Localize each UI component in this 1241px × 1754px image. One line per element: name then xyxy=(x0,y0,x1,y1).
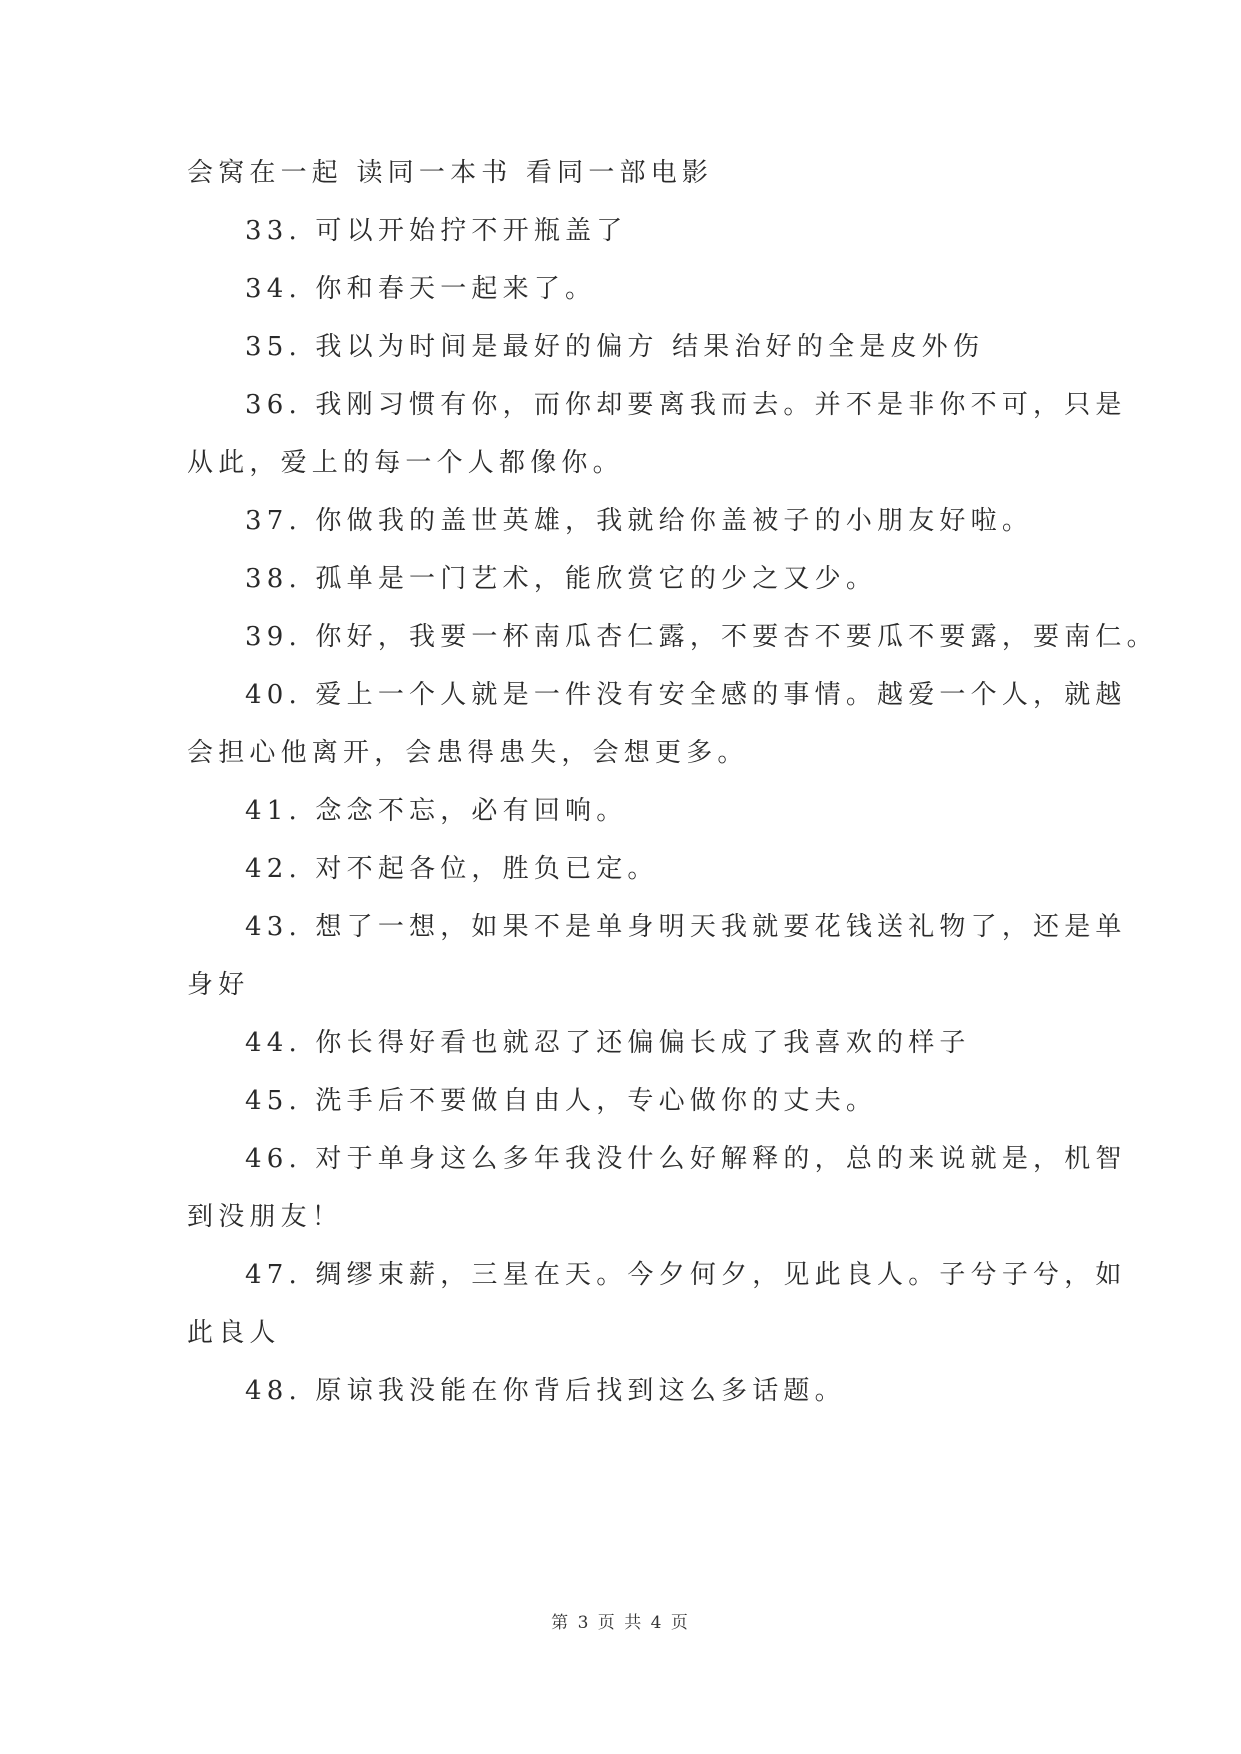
text-line: 34. 你和春天一起来了。 xyxy=(245,274,597,304)
text-line: 47. 绸缪束薪，三星在天。今夕何夕，见此良人。子兮子兮，如 xyxy=(245,1260,1127,1290)
text-line: 39. 你好，我要一杯南瓜杏仁露，不要杏不要瓜不要露，要南仁。 xyxy=(245,622,1158,652)
text-line: 41. 念念不忘，必有回响。 xyxy=(245,796,628,826)
text-line: 46. 对于单身这么多年我没什么好解释的，总的来说就是，机智 xyxy=(245,1144,1127,1174)
text-line: 36. 我刚习惯有你，而你却要离我而去。并不是非你不可，只是 xyxy=(245,390,1127,420)
text-line: 33. 可以开始拧不开瓶盖了 xyxy=(245,216,628,246)
text-line: 44. 你长得好看也就忍了还偏偏长成了我喜欢的样子 xyxy=(245,1028,971,1058)
page-footer: 第 3 页 共 4 页 xyxy=(551,1613,690,1633)
text-line: 43. 想了一想，如果不是单身明天我就要花钱送礼物了，还是单 xyxy=(245,912,1127,942)
text-line: 身好 xyxy=(187,970,250,1000)
text-line: 到没朋友！ xyxy=(187,1202,344,1232)
text-line: 38. 孤单是一门艺术，能欣赏它的少之又少。 xyxy=(245,564,878,594)
text-line: 42. 对不起各位，胜负已定。 xyxy=(245,854,659,884)
text-line: 从此，爱上的每一个人都像你。 xyxy=(187,448,624,478)
text-line: 37. 你做我的盖世英雄，我就给你盖被子的小朋友好啦。 xyxy=(245,506,1034,536)
text-line: 此良人 xyxy=(187,1318,281,1348)
text-line: 会窝在一起 读同一本书 看同一部电影 xyxy=(187,158,714,188)
text-line: 48. 原谅我没能在你背后找到这么多话题。 xyxy=(245,1376,846,1406)
text-line: 45. 洗手后不要做自由人，专心做你的丈夫。 xyxy=(245,1086,878,1116)
text-line: 35. 我以为时间是最好的偏方 结果治好的全是皮外伤 xyxy=(245,332,985,362)
text-line: 40. 爱上一个人就是一件没有安全感的事情。越爱一个人，就越 xyxy=(245,680,1127,710)
text-line: 会担心他离开，会患得患失，会想更多。 xyxy=(187,738,749,768)
